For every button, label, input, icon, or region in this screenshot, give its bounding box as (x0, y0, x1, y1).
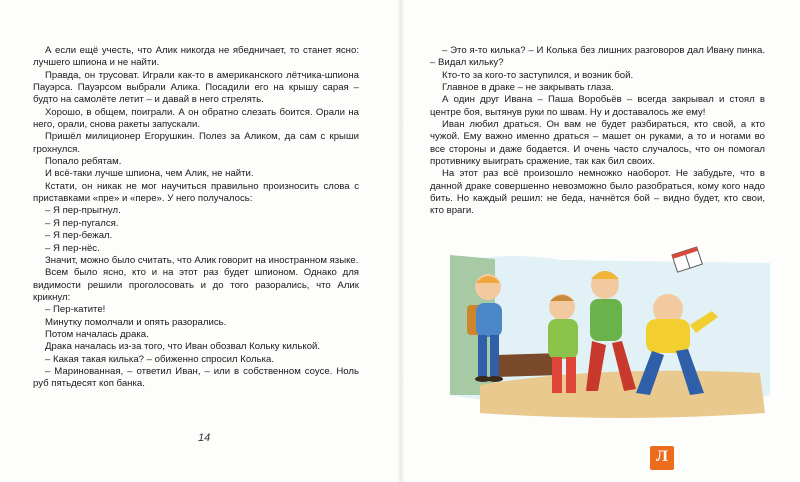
paragraph: И всё-таки лучше шпиона, чем Алик, не найти. (45, 168, 254, 180)
paragraph: На этот раз всё произошло немножко наоборот. Не забудьте, что в данной драке совершенно невозможно было разобраться, кому кого надо бить. Но каждый решил: не беда, начнётся бой – видно будет, кто свои, кто враги. (430, 168, 765, 217)
dialogue-line: – Маринованная, – ответил Иван, – или в собственном соусе. Ноль руб пятьдесят коп банка. (33, 365, 359, 390)
paragraph: Всем было ясно, кто и на этот раз будет шпионом. Однако для видимости решили проголосовать и до того разорались, что Алик крикнул: (33, 267, 359, 303)
paragraph: Минутку помолчали и опять разорались. (45, 316, 227, 328)
paragraph: Правда, он трусоват. Играли как-то в американского лётчика-шпиона Пауэрса. Пауэрсом выбрали Алика. Посадили его на крышу сарая – будто на самолёте летит – и давай в него стрелять. (33, 69, 359, 106)
paragraph: Хорошо, в общем, поиграли. А он обратно слезать боится. Орали на него, орали, снова ракеты запускали. (33, 106, 359, 131)
paragraph: Кто-то за кого-то заступился, и возник бой. (442, 69, 634, 81)
dialogue-line: – Это я-то килька? – И Колька без лишних разговоров дал Ивану пинка. – Видал кильку? (430, 45, 765, 69)
left-page-text (33, 45, 359, 391)
dialogue-line: – Какая такая килька? – обиженно спросил Колька. (45, 353, 274, 365)
paragraph: Пришёл милиционер Егорушкин. Полез за Аликом, да сам с крыши грохнулся. (33, 131, 359, 155)
page-number: 14 (198, 432, 211, 444)
book-gutter (398, 0, 404, 482)
paragraph: Иван любил драться. Он вам не будет разбираться, кто свой, а кто чужой. Ему важно именно драться – машет он руками, а то и ногами во все стороны и даже бодается. И очень часто случалось, что он помогал противнику выиграть сражение, так как бил своих. (430, 119, 765, 168)
fight-illustration (440, 245, 770, 420)
dialogue-line: – Я пер-пугался. (45, 217, 119, 229)
dialogue-line: – Я пер-бежал. (45, 230, 113, 242)
wall-baseboard (495, 353, 560, 377)
paragraph: А если ещё учесть, что Алик никогда не ябедничает, то станет ясно: лучшего шпиона и не найти. (33, 45, 359, 69)
dialogue-line: – Я пер-нёс. (45, 242, 100, 254)
dialogue-line: – Пер-катите! (45, 304, 106, 316)
paragraph: Кстати, он никак не мог научиться правильно произносить слова с приставками «пре» и «пере». У него получалось: (33, 180, 359, 205)
paragraph: Драка началась из-за того, что Иван обозвал Кольку килькой. (45, 341, 321, 353)
paragraph: Потом началась драка. (45, 328, 149, 340)
right-page-text (430, 45, 765, 218)
paragraph: Попало ребятам. (45, 156, 122, 168)
dialogue-line: – Я пер-прыгнул. (45, 205, 121, 217)
paragraph: Главное в драке – не закрывать глаза. (442, 82, 614, 94)
paragraph: А один друг Ивана – Паша Воробьёв – всегда закрывал и стоял в центре боя, вытянув руки по швам. Ну и доставалось же ему! (430, 94, 765, 118)
paragraph: Значит, можно было считать, что Алик говорит на иностранном языке. (45, 254, 359, 266)
publisher-logo (650, 446, 674, 470)
publisher-logo-letter: Л (656, 448, 668, 465)
